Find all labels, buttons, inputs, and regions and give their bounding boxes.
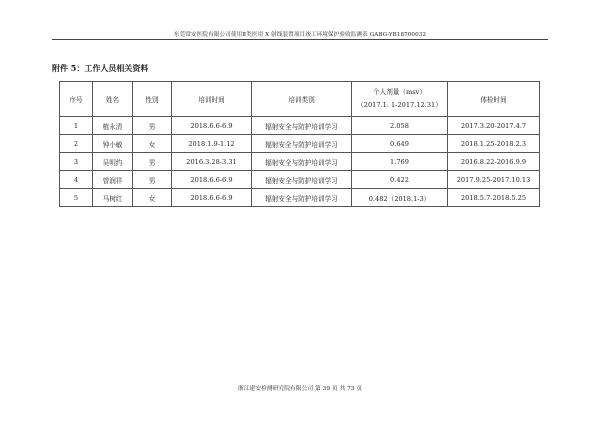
cell-name: 曾润祥 — [93, 171, 133, 189]
cell-training-type: 辐射安全与防护培训学习 — [252, 171, 352, 189]
cell-gender: 女 — [133, 135, 172, 153]
cell-training-date: 2018.6.6-6.9 — [172, 189, 252, 207]
cell-seq: 1 — [60, 117, 93, 135]
cell-dose: 2.058 — [352, 117, 448, 135]
col-header-gender: 性别 — [133, 82, 172, 117]
cell-seq: 2 — [60, 135, 93, 153]
cell-training-date: 2018.1.9-1.12 — [172, 135, 252, 153]
table-header-row — [60, 82, 540, 117]
cell-checkup-date: 2016.8.22-2016.9.9 — [448, 153, 540, 171]
staff-table — [59, 81, 540, 207]
cell-training-type: 辐射安全与防护培训学习 — [252, 135, 352, 153]
cell-training-type: 辐射安全与防护培训学习 — [252, 153, 352, 171]
document-header: 东莞常安医院有限公司使用Ⅱ类医用 X 射线装置项目竣工环境保护验收监测表 GABG-YB18700032 — [173, 32, 427, 38]
col-header-dose-line2: （2017.1. 1-2017.12.31） — [357, 101, 442, 109]
cell-training-type: 辐射安全与防护培训学习 — [252, 189, 352, 207]
cell-dose: 0.422 — [352, 171, 448, 189]
cell-seq: 4 — [60, 171, 93, 189]
cell-dose: 0.649 — [352, 135, 448, 153]
cell-training-date: 2018.6.6-6.9 — [172, 171, 252, 189]
cell-checkup-date: 2017.9.25-2017.10.13 — [448, 171, 540, 189]
cell-checkup-date: 2017.3.20-2017.4.7 — [448, 117, 540, 135]
col-header-dose — [352, 82, 448, 117]
section-title: 附件 5：工作人员相关资料 — [52, 63, 149, 73]
cell-name: 植永清 — [93, 117, 133, 135]
cell-seq: 3 — [60, 153, 93, 171]
cell-training-date: 2016.3.28-3.31 — [172, 153, 252, 171]
page-footer: 浙江建安检测研究院有限公司 第 39 页 共 73 页 — [237, 386, 363, 392]
col-header-checkup-date: 体检时间 — [448, 82, 540, 117]
col-header-name: 姓名 — [93, 82, 133, 117]
table-row — [60, 171, 540, 189]
table-row — [60, 135, 540, 153]
cell-gender: 男 — [133, 153, 172, 171]
cell-training-type: 辐射安全与防护培训学习 — [252, 117, 352, 135]
cell-dose: 0.482（2018.1-3） — [352, 189, 448, 207]
cell-name: 钟小敏 — [93, 135, 133, 153]
table-row — [60, 189, 540, 207]
cell-name: 马树红 — [93, 189, 133, 207]
table-row — [60, 117, 540, 135]
cell-gender: 男 — [133, 117, 172, 135]
cell-name: 吴明约 — [93, 153, 133, 171]
col-header-dose-line1: 个人剂量（msv） — [373, 88, 426, 96]
cell-gender: 女 — [133, 189, 172, 207]
header-divider — [52, 39, 548, 40]
table-row — [60, 153, 540, 171]
cell-checkup-date: 2018.1.25-2018.2.3 — [448, 135, 540, 153]
cell-dose: 1.769 — [352, 153, 448, 171]
cell-training-date: 2018.6.6-6.9 — [172, 117, 252, 135]
col-header-training-date: 培训时间 — [172, 82, 252, 117]
col-header-seq: 序号 — [60, 82, 93, 117]
cell-seq: 5 — [60, 189, 93, 207]
col-header-training-type: 培训类别 — [252, 82, 352, 117]
cell-gender: 男 — [133, 171, 172, 189]
cell-checkup-date: 2018.5.7-2018.5.25 — [448, 189, 540, 207]
